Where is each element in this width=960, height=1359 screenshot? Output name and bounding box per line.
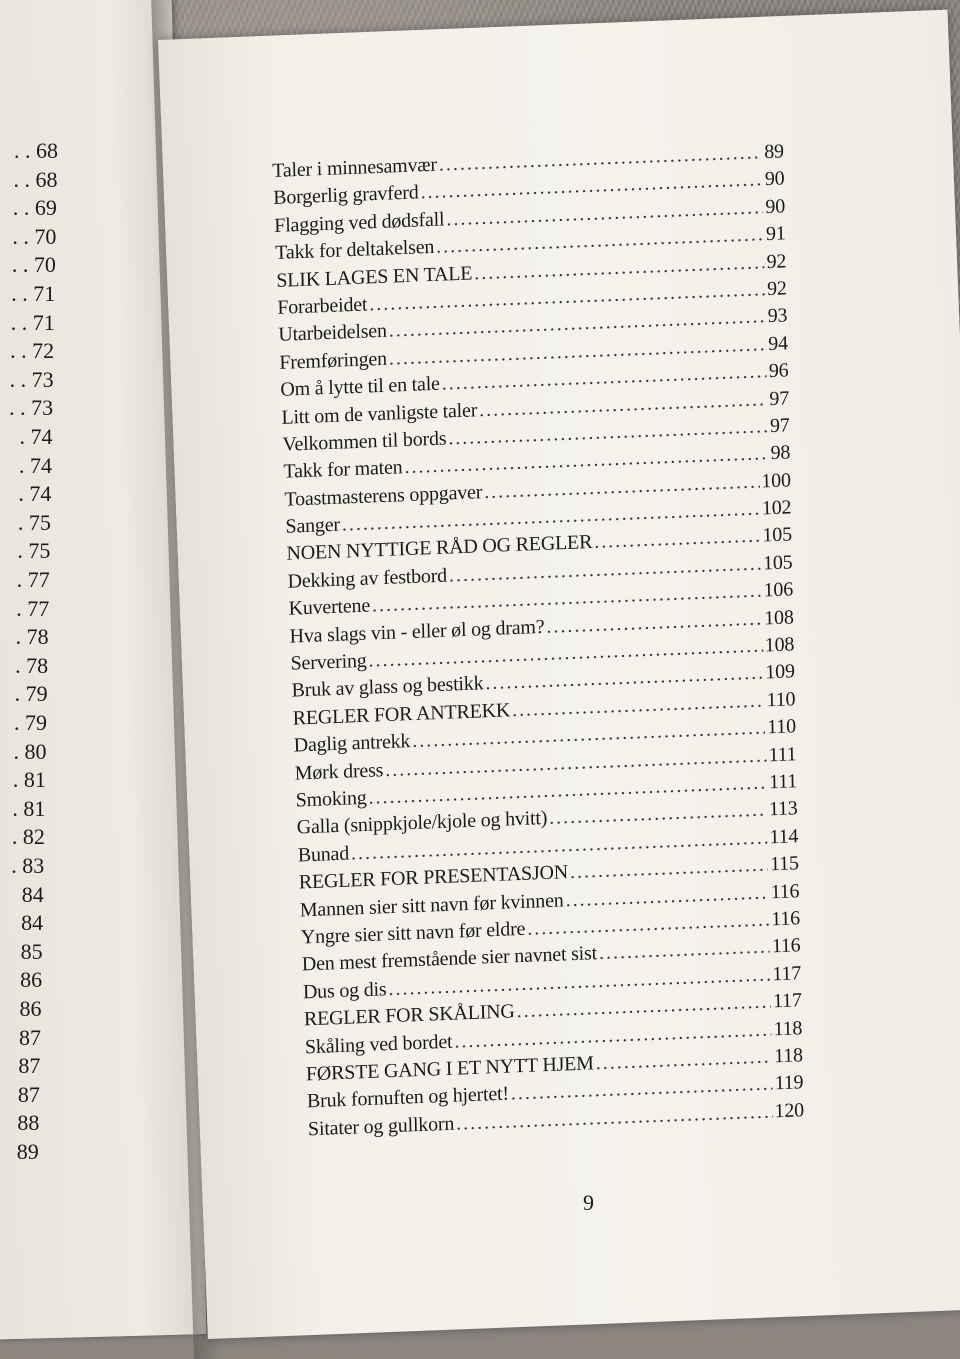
table-of-contents (272, 140, 804, 1146)
toc-entry-page: 97 (769, 386, 790, 410)
toc-entry-title: Utarbeidelsen (278, 320, 387, 347)
toc-entry-title: Mørk dress (294, 758, 384, 785)
left-page-number: . 79 (14, 710, 47, 735)
toc-entry-page: 90 (764, 167, 785, 191)
left-page-number: . 81 (12, 767, 46, 793)
toc-entry-title: Mannen sier sitt navn før kvinnen (299, 888, 564, 922)
toc-entry-title: Bruk av glass og bestikk (291, 672, 484, 703)
toc-entry-page: 110 (766, 688, 796, 712)
toc-entry-page: 109 (765, 660, 795, 684)
left-page-number: . . 73 (9, 366, 54, 392)
left-page-number: 86 (19, 996, 42, 1021)
toc-entry-page: 97 (769, 414, 790, 437)
toc-entry-title: Taler i minnesamvær (272, 153, 438, 182)
left-page-number: . 77 (16, 567, 50, 592)
toc-entry-title: Skåling ved bordet (304, 1030, 453, 1058)
left-page-number: . 83 (11, 853, 45, 878)
toc-entry-page: 106 (763, 578, 794, 602)
toc-entry-page: 113 (768, 797, 798, 821)
toc-entry-page: 111 (768, 742, 797, 766)
toc-entry-page: 117 (772, 989, 802, 1013)
toc-entry-title: Galla (snippkjole/kjole og hvitt) (296, 807, 548, 839)
toc-entry-title: Kuvertene (288, 594, 371, 620)
left-page-number: . . 69 (12, 195, 57, 221)
left-page-number: . . 70 (11, 252, 56, 278)
toc-entry-title: Yngre sier sitt navn før eldre (300, 917, 526, 949)
toc-entry-title: Forarbeidet (277, 293, 368, 319)
toc-entry-title: Velkommen til bords (282, 427, 447, 456)
left-page-number: . . 73 (9, 395, 54, 421)
toc-leader-dots (594, 525, 761, 554)
toc-entry-title: Dekking av festbord (287, 564, 448, 593)
toc-entry-page: 105 (762, 551, 793, 575)
toc-entry-page: 116 (771, 907, 801, 931)
toc-entry-page: 116 (770, 879, 800, 903)
toc-entry-title: Fremføringen (279, 347, 388, 374)
left-page-number: 87 (18, 1053, 41, 1079)
left-page-number: . . 70 (12, 223, 57, 249)
toc-entry-title: Bunad (297, 842, 350, 867)
toc-entry-title: Flagging ved dødsfall (274, 208, 445, 237)
toc-entry-title: Servering (290, 649, 367, 675)
toc-entry-page: 119 (774, 1071, 804, 1095)
left-page-number: . . 68 (13, 166, 58, 192)
left-page-number: . 81 (12, 795, 46, 821)
toc-entry-title: Takk for deltakelsen (275, 236, 435, 265)
toc-entry-page: 116 (771, 934, 801, 958)
toc-entry-page: 118 (773, 1016, 803, 1040)
toc-entry-page: 90 (765, 195, 786, 218)
toc-entry-page: 94 (768, 332, 789, 355)
toc-entry-title: Daglig antrekk (293, 730, 411, 757)
toc-entry-page: 89 (764, 140, 785, 164)
toc-entry-page: 110 (767, 715, 797, 739)
toc-entry-title: Sitater og gullkorn (307, 1112, 455, 1141)
left-page-number: . 79 (14, 681, 48, 707)
left-page-number: . 74 (18, 481, 52, 507)
left-page-number: 87 (18, 1024, 41, 1050)
left-page-number: . . 68 (14, 138, 58, 163)
toc-entry-page: 115 (769, 852, 799, 876)
left-page-number: . . 71 (11, 281, 56, 306)
left-page-number: . 80 (13, 738, 47, 764)
toc-entry-title: Borgerlig gravferd (273, 181, 419, 210)
toc-entry-page: 120 (774, 1098, 805, 1123)
left-page-number: . 78 (15, 624, 49, 650)
toc-entry-page: 93 (767, 304, 788, 328)
left-page-number: 84 (21, 881, 44, 907)
page-number: 9 (583, 1190, 594, 1215)
toc-entry-page: 100 (761, 469, 791, 493)
left-page-number: 89 (16, 1139, 39, 1164)
toc-entry-page: 105 (762, 523, 793, 547)
left-page-number: 86 (20, 967, 43, 993)
toc-entry-page: 117 (772, 962, 802, 986)
toc-entry-page: 108 (763, 605, 794, 630)
left-page-number: . 77 (16, 595, 50, 621)
left-page-number: . 75 (17, 538, 51, 564)
left-page-number: 87 (17, 1081, 40, 1107)
left-page-number: . . 72 (10, 338, 55, 364)
toc-entry-title: Sanger (285, 513, 341, 538)
toc-entry-page: 108 (764, 633, 795, 657)
toc-entry-page: 102 (761, 496, 792, 520)
left-page-number: . 82 (11, 824, 45, 850)
toc-entry-title: REGLER FOR ANTREKK (292, 699, 511, 730)
toc-entry-page: 91 (765, 222, 786, 246)
toc-entry-title: REGLER FOR PRESENTASJON (298, 861, 569, 894)
toc-entry-page: 114 (769, 825, 799, 849)
toc-entry-title: Hva slags vin - eller øl og dram? (289, 615, 545, 648)
toc-entry-page: 92 (766, 277, 787, 301)
toc-entry-page: 118 (773, 1044, 804, 1068)
toc-entry-title: Toastmasterens oppgaver (284, 480, 483, 511)
left-page-number: 88 (17, 1110, 40, 1136)
left-page-number: . 74 (19, 424, 53, 449)
toc-entry-title: NOEN NYTTIGE RÅD OG REGLER (286, 531, 593, 566)
toc-entry-title: Dus og dis (302, 977, 387, 1004)
toc-entry-title: SLIK LAGES EN TALE (276, 261, 473, 292)
toc-entry-title: Takk for maten (283, 456, 403, 484)
toc-entry-title: Smoking (295, 786, 367, 812)
left-page-number: 84 (21, 910, 44, 936)
toc-entry-title: Om å lytte til en tale (280, 372, 440, 401)
toc-entry-page: 92 (766, 249, 787, 273)
toc-entry-title: FØRSTE GANG I ET NYTT HJEM (305, 1052, 594, 1086)
left-page-number: . 75 (17, 509, 51, 535)
toc-entry-title: Litt om de vanligste taler (281, 398, 478, 429)
left-page-number: . 74 (18, 452, 52, 478)
toc-entry-title: Den mest fremstående sier navnet sist (301, 942, 598, 976)
toc-entry-title: REGLER FOR SKÅLING (303, 1000, 515, 1031)
toc-entry-title: Bruk fornuften og hjertet! (306, 1082, 510, 1113)
toc-entry-page: 96 (768, 359, 789, 383)
toc-entry-page: 98 (770, 441, 791, 465)
left-page-number: . . 71 (10, 309, 55, 335)
toc-entry-page: 111 (768, 770, 798, 794)
left-page-number: . 78 (15, 652, 49, 678)
left-page-number: 85 (20, 938, 43, 964)
